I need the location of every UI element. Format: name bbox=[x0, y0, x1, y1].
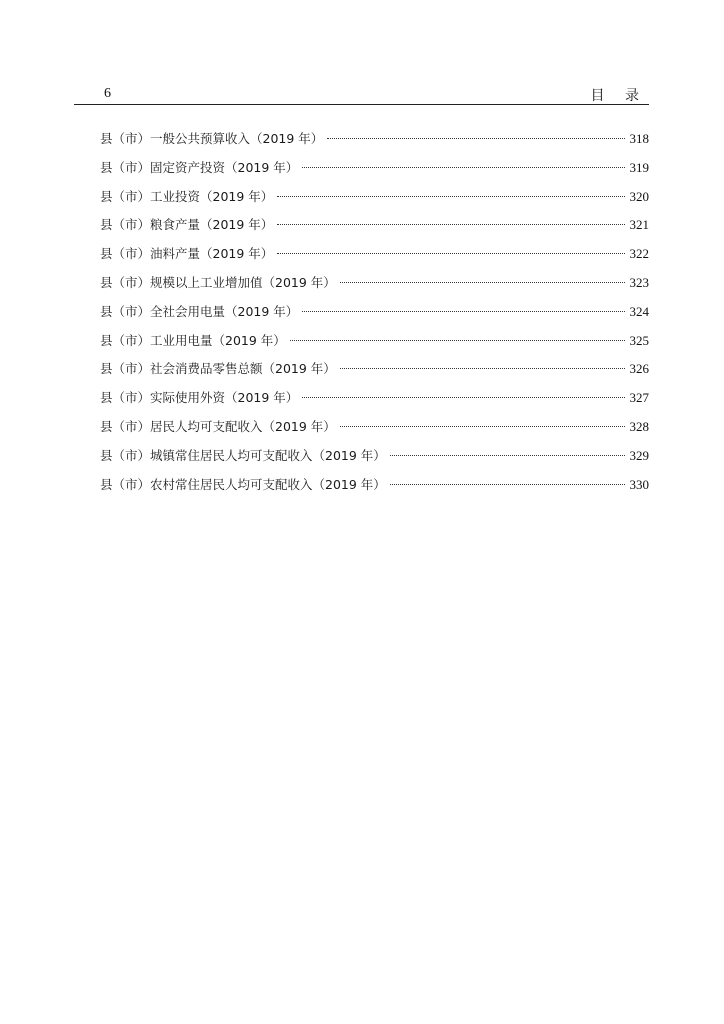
toc-entry-title: 县（市）一般公共预算收入（2019 年） bbox=[100, 131, 324, 146]
toc-dot-leader bbox=[277, 253, 624, 254]
toc-entry-page: 321 bbox=[629, 217, 649, 233]
toc-entry[interactable] bbox=[100, 129, 649, 158]
toc-entry[interactable] bbox=[100, 331, 649, 360]
toc-entry-title: 县（市）油料产量（2019 年） bbox=[100, 246, 274, 262]
toc-entry-page: 325 bbox=[629, 332, 649, 348]
toc-entry-page: 329 bbox=[629, 447, 649, 463]
toc-entry-title: 县（市）实际使用外资（2019 年） bbox=[100, 390, 299, 406]
toc-entry[interactable] bbox=[100, 158, 649, 187]
toc-dot-leader bbox=[340, 368, 625, 369]
toc-entry-page: 320 bbox=[629, 188, 649, 204]
toc-entry-title: 县（市）工业用电量（2019 年） bbox=[100, 332, 286, 348]
toc-dot-leader bbox=[340, 282, 625, 283]
toc-dot-leader bbox=[277, 196, 624, 197]
toc-entry-title: 县（市）规模以上工业增加值（2019 年） bbox=[100, 274, 336, 290]
toc-dot-leader bbox=[327, 138, 624, 139]
toc-dot-leader bbox=[302, 311, 624, 312]
toc-entry-title: 县（市）社会消费品零售总额（2019 年） bbox=[100, 361, 336, 377]
toc-entry[interactable] bbox=[100, 302, 649, 331]
toc-dot-leader bbox=[302, 167, 624, 168]
toc-entry[interactable] bbox=[100, 187, 649, 216]
toc-entry[interactable] bbox=[100, 475, 649, 504]
toc-entry-page: 328 bbox=[629, 418, 649, 434]
toc-dot-leader bbox=[302, 397, 624, 398]
toc-dot-leader bbox=[390, 484, 625, 485]
toc-entry[interactable] bbox=[100, 244, 649, 273]
toc-entry-page: 327 bbox=[629, 390, 649, 406]
toc-dot-leader bbox=[390, 455, 625, 456]
toc-entry-title: 县（市）居民人均可支配收入（2019 年） bbox=[100, 418, 336, 434]
toc-dot-leader bbox=[277, 224, 624, 225]
toc-entry[interactable] bbox=[100, 359, 649, 388]
toc-entry[interactable] bbox=[100, 446, 649, 475]
toc-entry-page: 319 bbox=[629, 159, 649, 175]
toc-entry[interactable] bbox=[100, 273, 649, 302]
toc-dot-leader bbox=[340, 426, 625, 427]
toc-entry-page: 323 bbox=[629, 274, 649, 290]
page-header bbox=[74, 84, 649, 105]
toc-entry-page: 324 bbox=[629, 303, 649, 319]
toc-entry-page: 330 bbox=[629, 476, 649, 492]
toc-dot-leader bbox=[290, 340, 625, 341]
toc-entry[interactable] bbox=[100, 388, 649, 417]
page-number: 6 bbox=[104, 86, 111, 101]
toc-entry-title: 县（市）全社会用电量（2019 年） bbox=[100, 303, 299, 319]
toc-entry-page: 322 bbox=[629, 246, 649, 262]
toc-entry-title: 县（市）粮食产量（2019 年） bbox=[100, 217, 274, 233]
toc-entry-title: 县（市）固定资产投资（2019 年） bbox=[100, 159, 299, 175]
toc-entry[interactable] bbox=[100, 417, 649, 446]
table-of-contents bbox=[100, 129, 649, 503]
toc-entry-title: 县（市）工业投资（2019 年） bbox=[100, 188, 274, 204]
toc-entry-page: 318 bbox=[629, 131, 649, 146]
toc-entry-page: 326 bbox=[629, 361, 649, 377]
section-title: 目 录 bbox=[590, 88, 647, 104]
toc-entry[interactable] bbox=[100, 215, 649, 244]
toc-entry-title: 县（市）城镇常住居民人均可支配收入（2019 年） bbox=[100, 447, 386, 463]
toc-entry-title: 县（市）农村常住居民人均可支配收入（2019 年） bbox=[100, 476, 386, 492]
